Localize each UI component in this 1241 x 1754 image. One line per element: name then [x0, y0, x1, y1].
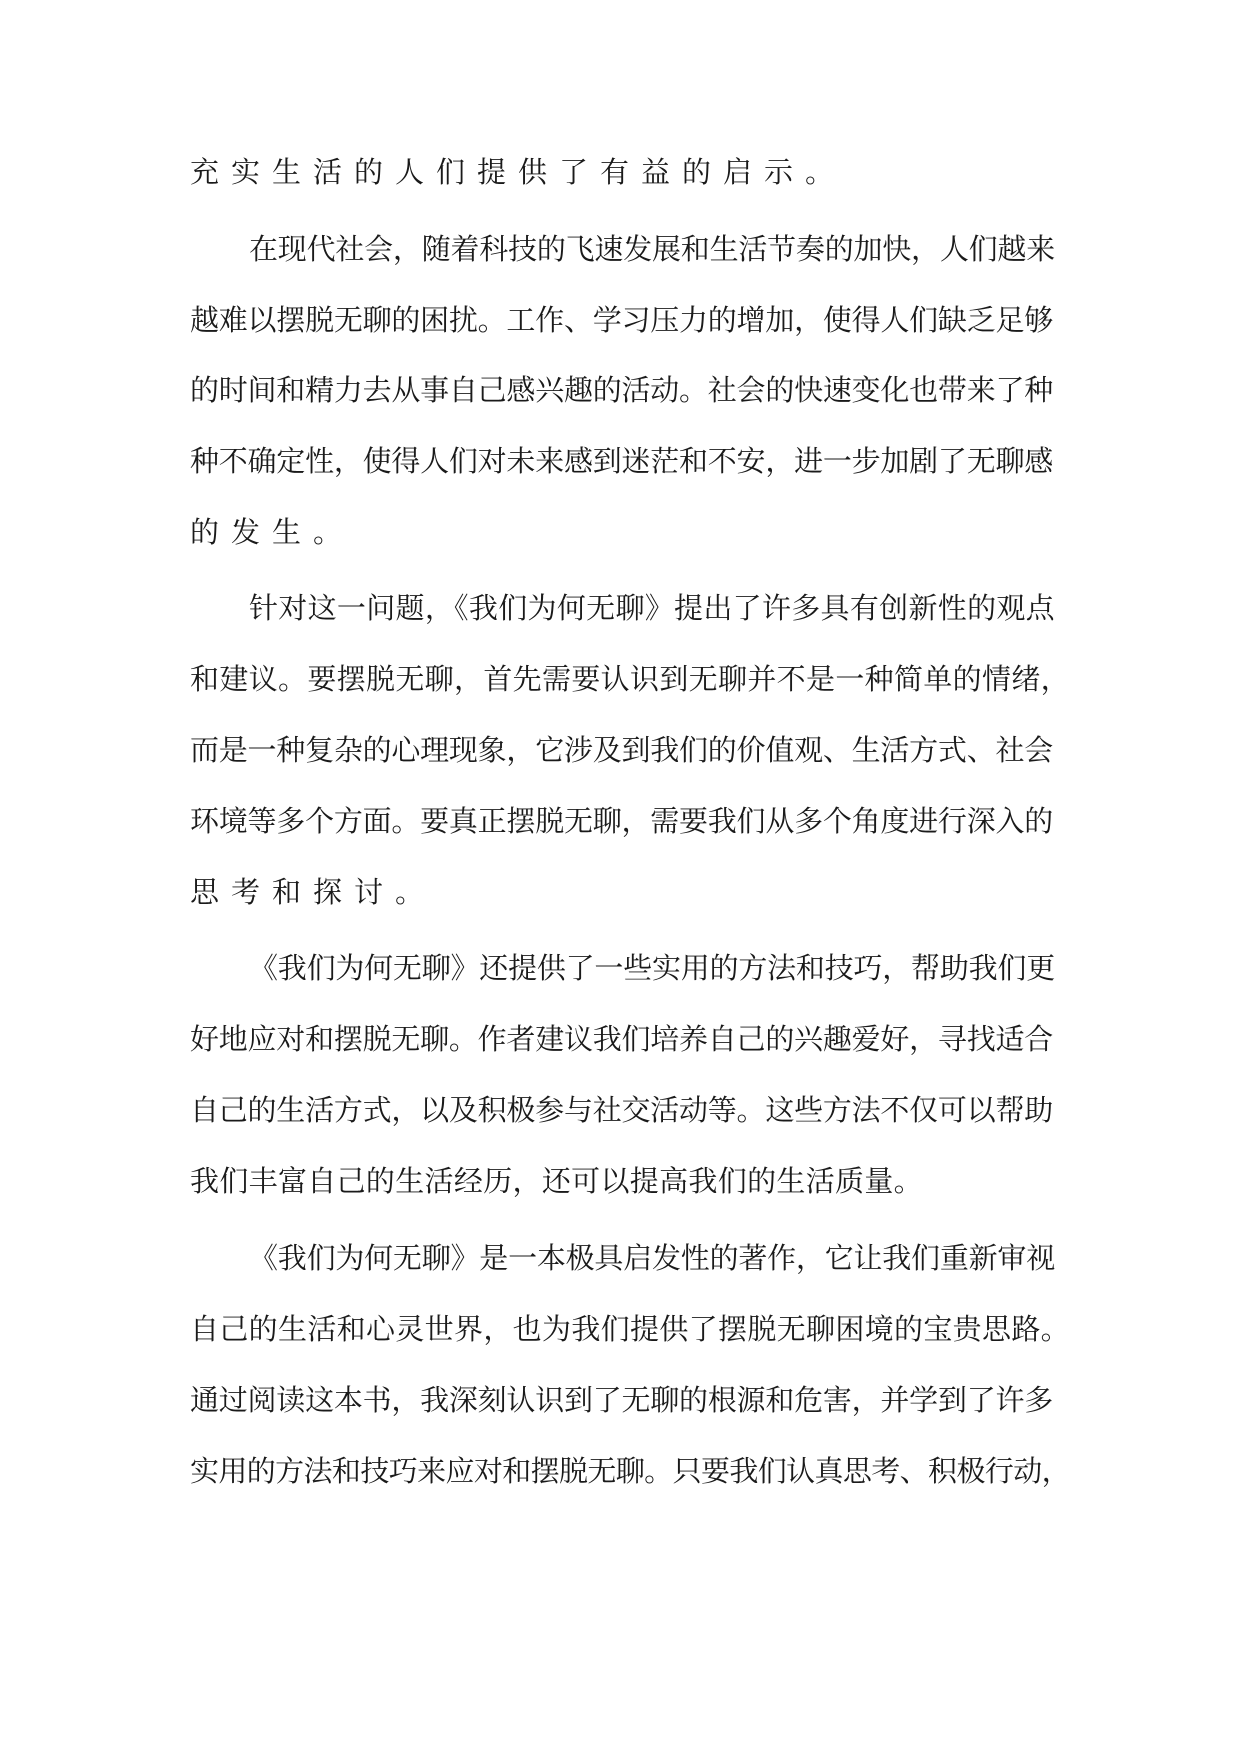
text-line: [0, 720, 1241, 780]
line-text: 自己的生活方式，以及积极参与社交活动等。这些方法不仅可以帮助: [190, 1093, 1053, 1127]
text-line: [0, 1441, 1241, 1501]
text-line: [0, 142, 1241, 202]
line-text: 通过阅读这本书，我深刻认识到了无聊的根源和危害，并学到了许多: [190, 1383, 1053, 1417]
line-text: 在现代社会，随着科技的飞速发展和生活节奏的加快，人们越来: [249, 232, 1055, 266]
line-text: 针对这一问题，《我们为何无聊》提出了许多具有创新性的观点: [249, 591, 1055, 625]
text-line: [0, 431, 1241, 491]
line-text: 的发生。: [190, 515, 355, 549]
line-text: 的时间和精力去从事自己感兴趣的活动。社会的快速变化也带来了种: [190, 373, 1053, 407]
text-line: [0, 1080, 1241, 1140]
line-text: 思考和探讨。: [190, 875, 437, 909]
text-line: [0, 1151, 1241, 1211]
line-text: 好地应对和摆脱无聊。作者建议我们培养自己的兴趣爱好，寻找适合: [190, 1022, 1053, 1056]
text-line: [0, 219, 1241, 279]
line-text: 我们丰富自己的生活经历，还可以提高我们的生活质量。: [190, 1164, 923, 1198]
line-text: 自己的生活和心灵世界，也为我们提供了摆脱无聊困境的宝贵思路。: [190, 1312, 1070, 1346]
text-line: [0, 1299, 1241, 1359]
line-text: 实用的方法和技巧来应对和摆脱无聊。只要我们认真思考、积极行动，: [190, 1454, 1070, 1488]
line-text: 越难以摆脱无聊的困扰。工作、学习压力的增加，使得人们缺乏足够: [190, 303, 1053, 337]
line-text: 和建议。要摆脱无聊，首先需要认识到无聊并不是一种简单的情绪，: [190, 662, 1070, 696]
text-line: [0, 360, 1241, 420]
text-line: [0, 791, 1241, 851]
text-line: [0, 649, 1241, 709]
text-line: [0, 502, 1241, 562]
text-line: [0, 1370, 1241, 1430]
text-line: [0, 290, 1241, 350]
text-line: [0, 1228, 1241, 1288]
text-line: [0, 938, 1241, 998]
text-line: [0, 862, 1241, 922]
line-text: 种不确定性，使得人们对未来感到迷茫和不安，进一步加剧了无聊感: [190, 444, 1053, 478]
line-text: 环境等多个方面。要真正摆脱无聊，需要我们从多个角度进行深入的: [190, 804, 1053, 838]
line-text: 充实生活的人们提供了有益的启示。: [190, 155, 847, 189]
line-text: 《我们为何无聊》是一本极具启发性的著作，它让我们重新审视: [249, 1241, 1055, 1275]
line-text: 而是一种复杂的心理现象，它涉及到我们的价值观、生活方式、社会: [190, 733, 1053, 767]
text-line: [0, 578, 1241, 638]
line-text: 《我们为何无聊》还提供了一些实用的方法和技巧，帮助我们更: [249, 951, 1055, 985]
text-line: [0, 1009, 1241, 1069]
